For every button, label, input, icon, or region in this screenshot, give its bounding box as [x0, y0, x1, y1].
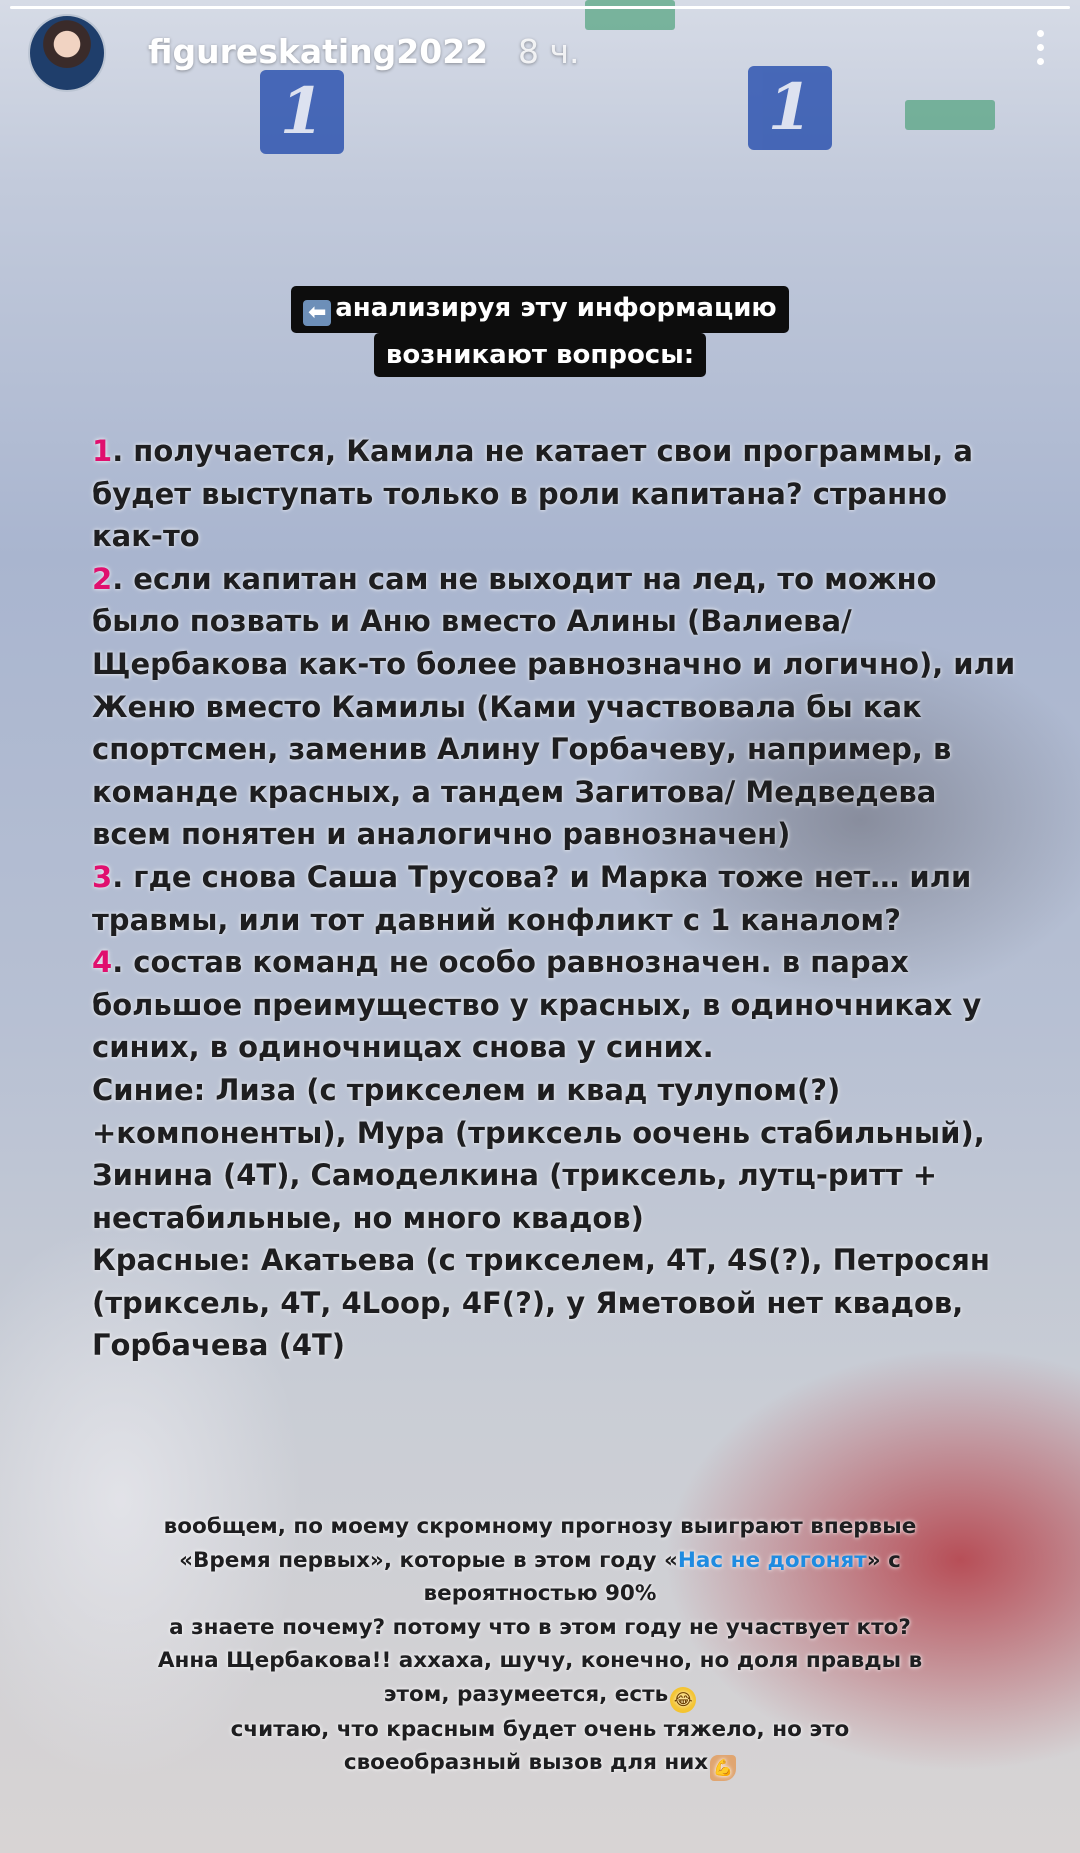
point-text: . состав команд не особо равнозначен. в парах большое преимущество у красных, в одиночниках у синих, в одиночницах снова у синих. [92, 945, 982, 1065]
more-options-button[interactable] [1020, 22, 1060, 72]
sponsor-banner [905, 100, 995, 130]
footer-text: вообщем, по моему скромному прогнозу выиграют впервые «Время первых», которые в этом году « [163, 1514, 917, 1573]
more-dots-icon [1037, 58, 1044, 65]
footer-text: а знаете почему? потому что в этом году не участвует кто? Анна Щербакова!! аххаха, шучу, конечно, но доля правды в этом, разумеется, есть [157, 1614, 923, 1707]
left-arrow-icon: ⬅ [303, 300, 331, 326]
heading-text-1: анализируя эту информацию [335, 293, 777, 323]
heading-line-1 [291, 286, 788, 333]
heading-label [0, 286, 1080, 377]
heading-line-2 [374, 333, 706, 377]
point-number: 4 [92, 945, 113, 980]
blue-team-list: Синие: Лиза (с трикселем и квад тулупом(?) +компоненты), Мура (триксель оочень стабильный), Зинина (4Т), Самоделкина (триксель, лутц-ритт + нестабильные, но много квадов) [92, 1072, 985, 1235]
footer-text: » с вероятностью 90% [423, 1547, 901, 1606]
heading-text-2: возникают вопросы: [385, 340, 695, 370]
footer-paragraph-3 [150, 1713, 930, 1782]
point-number: 1 [92, 434, 113, 468]
footer-paragraph-2 [150, 1611, 930, 1713]
point-4 [92, 941, 1022, 1069]
avatar[interactable] [28, 14, 106, 92]
point-number: 2 [92, 561, 113, 596]
timestamp: 8 ч. [518, 32, 580, 71]
footer-text: считаю, что красным будет очень тяжело, но это своеобразный вызов для них [230, 1716, 850, 1775]
username[interactable]: figureskating2022 [148, 32, 489, 71]
more-dots-icon [1037, 44, 1044, 51]
red-team-list: Красные: Акатьева (с трикселем, 4Т, 4S(?), Петросян (триксель, 4Т, 4Loop, 4F(?), у Яметовой нет квадов, Горбачева (4Т) [92, 1243, 990, 1363]
flexed-biceps-emoji-icon: 💪 [710, 1755, 736, 1781]
point-text: . получается, Камила не катает свои программы, а будет выступать только в роли капитана? странно как-то [92, 434, 973, 554]
point-number: 3 [92, 859, 113, 894]
point-2 [92, 558, 1022, 856]
point-3 [92, 856, 1022, 941]
story-header [28, 14, 1060, 94]
more-dots-icon [1037, 30, 1044, 37]
point-text: . где снова Саша Трусова? и Марка тоже нет… или травмы, или тот давний конфликт с 1 каналом? [92, 859, 972, 937]
story-body-text [92, 430, 1022, 1367]
team-name-link: Нас не догонят [677, 1547, 867, 1573]
story-footer-text [150, 1510, 930, 1781]
channel-logo-icon: 1 [748, 66, 832, 150]
story-progress-fill [10, 6, 1070, 9]
point-text: . если капитан сам не выходит на лед, то можно было позвать и Аню вместо Алины (Валиева/ Щербакова как-то более равнозначно и логично), или Женю вместо Камилы (Ками участвовала бы как спортсмен, заменив Алину Горбачеву, например, в команде красных, а тандем Загитова/ Медведева всем понятен и аналогично равнозначен) [92, 561, 1016, 852]
footer-paragraph-1 [150, 1510, 930, 1611]
point-1 [92, 430, 1022, 558]
laughing-emoji-icon: 😂 [670, 1687, 696, 1713]
story-progress-bar [10, 6, 1070, 9]
channel-logo-icon: 1 [260, 70, 344, 154]
